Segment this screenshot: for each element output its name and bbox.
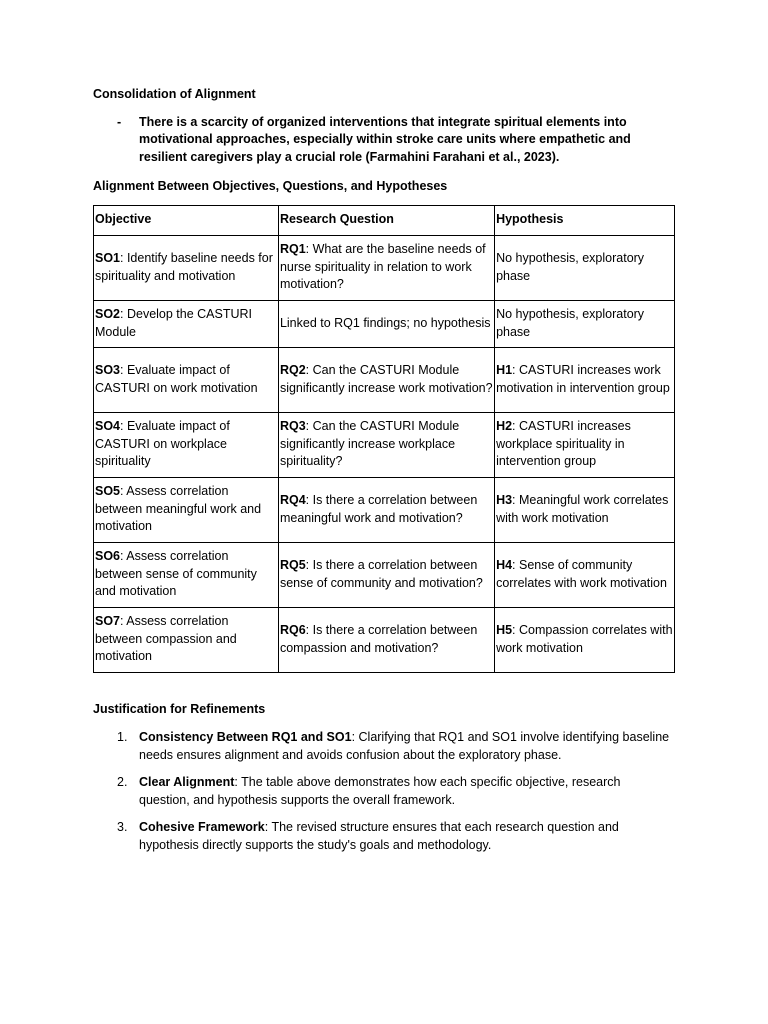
objective-text: : Evaluate impact of CASTURI on workplace spirituality bbox=[95, 419, 230, 469]
list-number: 1. bbox=[117, 730, 128, 744]
question-text: : Is there a correlation between compassion and motivation? bbox=[279, 623, 478, 655]
justification-heading: Justification for Refinements bbox=[93, 701, 266, 716]
hypothesis-text: No hypothesis, exploratory phase bbox=[496, 307, 645, 339]
hypothesis-text: : Compassion correlates with work motivation bbox=[496, 623, 673, 655]
question-text: : Can the CASTURI Module significantly increase work motivation? bbox=[279, 363, 493, 395]
header-research-question: Research Question bbox=[278, 205, 494, 235]
list-item bbox=[93, 819, 678, 854]
question-text: Linked to RQ1 findings; no hypothesis bbox=[279, 315, 491, 330]
table-header-row bbox=[94, 205, 675, 235]
objective-code: SO4 bbox=[95, 419, 121, 434]
objective-cell bbox=[94, 542, 279, 607]
objective-code: SO2 bbox=[95, 307, 121, 321]
hypothesis-cell bbox=[495, 542, 675, 607]
objective-code: SO5 bbox=[95, 484, 121, 499]
list-item bbox=[93, 729, 678, 764]
table-row bbox=[94, 300, 675, 347]
question-text: : Can the CASTURI Module significantly increase workplace spirituality? bbox=[279, 419, 460, 469]
objective-text: : Identify baseline needs for spirituality and motivation bbox=[95, 251, 273, 283]
hypothesis-cell bbox=[495, 477, 675, 542]
item-bold-label: Cohesive Framework bbox=[139, 820, 265, 834]
objective-cell bbox=[94, 235, 279, 300]
hypothesis-text: : CASTURI increases work motivation in intervention group bbox=[496, 363, 670, 395]
hypothesis-code: H1 bbox=[496, 363, 513, 377]
question-cell bbox=[278, 235, 494, 300]
objective-cell bbox=[94, 347, 279, 412]
item-text: : The revised structure ensures that each research question and hypothesis directly supports the study's goals and methodology. bbox=[139, 820, 619, 852]
list-item bbox=[93, 774, 678, 809]
objective-cell bbox=[94, 300, 279, 347]
alignment-table bbox=[93, 205, 675, 673]
header-hypothesis: Hypothesis bbox=[495, 205, 675, 235]
justification-list bbox=[93, 729, 678, 854]
question-cell bbox=[278, 412, 494, 477]
question-cell bbox=[278, 347, 494, 412]
hypothesis-text: : CASTURI increases workplace spirituality in intervention group bbox=[496, 419, 631, 469]
hypothesis-code: H4 bbox=[496, 558, 513, 572]
objective-text: : Assess correlation between meaningful work and motivation bbox=[95, 484, 262, 534]
hypothesis-cell bbox=[495, 235, 675, 300]
objective-cell bbox=[94, 412, 279, 477]
document-page bbox=[93, 86, 678, 864]
question-cell bbox=[278, 300, 494, 347]
item-bold-label: Consistency Between RQ1 and SO1 bbox=[139, 730, 352, 744]
objective-text: : Assess correlation between compassion and motivation bbox=[95, 614, 237, 664]
objective-cell bbox=[94, 607, 279, 672]
item-text: : Clarifying that RQ1 and SO1 involve identifying baseline needs ensures alignment and avoids confusion about the exploratory phase. bbox=[139, 730, 670, 762]
question-code: RQ6 bbox=[279, 623, 306, 637]
objective-code: SO6 bbox=[95, 549, 121, 564]
question-code: RQ4 bbox=[279, 493, 306, 507]
bullet-text: There is a scarcity of organized interventions that integrate spiritual elements into motivational approaches, especially within stroke care units where empathetic and resilient caregivers play a crucial role (Farmahini Farahani et al., 2023). bbox=[139, 114, 631, 164]
question-code: RQ3 bbox=[279, 419, 306, 434]
table-row bbox=[94, 347, 675, 412]
item-bold-label: Clear Alignment bbox=[139, 775, 235, 789]
objective-text: : Assess correlation between sense of community and motivation bbox=[95, 549, 257, 599]
table-row bbox=[94, 412, 675, 477]
question-cell bbox=[278, 542, 494, 607]
hypothesis-cell bbox=[495, 347, 675, 412]
table-row bbox=[94, 235, 675, 300]
objective-code: SO1 bbox=[95, 251, 121, 265]
question-code: RQ5 bbox=[279, 558, 306, 572]
question-text: : What are the baseline needs of nurse spirituality in relation to work motivation? bbox=[279, 242, 486, 292]
hypothesis-code: H2 bbox=[496, 419, 513, 434]
list-number: 3. bbox=[117, 820, 128, 834]
hypothesis-cell bbox=[495, 412, 675, 477]
question-cell bbox=[278, 477, 494, 542]
header-objective: Objective bbox=[94, 205, 279, 235]
hypothesis-code: H5 bbox=[496, 623, 513, 637]
list-number: 2. bbox=[117, 775, 128, 789]
hypothesis-code: H3 bbox=[496, 493, 513, 507]
hypothesis-cell bbox=[495, 300, 675, 347]
objective-cell bbox=[94, 477, 279, 542]
hypothesis-text: : Sense of community correlates with work motivation bbox=[496, 558, 667, 590]
table-row bbox=[94, 477, 675, 542]
question-text: : Is there a correlation between meaningful work and motivation? bbox=[279, 493, 478, 525]
alignment-heading: Alignment Between Objectives, Questions, and Hypotheses bbox=[93, 179, 448, 193]
consolidation-heading: Consolidation of Alignment bbox=[93, 87, 256, 101]
objective-code: SO7 bbox=[95, 614, 121, 629]
question-cell bbox=[278, 607, 494, 672]
table-row bbox=[94, 542, 675, 607]
item-text: : The table above demonstrates how each specific objective, research question, and hypothesis supports the overall framework. bbox=[139, 775, 621, 807]
hypothesis-cell bbox=[495, 607, 675, 672]
objective-text: : Evaluate impact of CASTURI on work motivation bbox=[95, 363, 258, 395]
question-code: RQ2 bbox=[279, 363, 306, 377]
consolidation-bullet bbox=[117, 114, 678, 167]
objective-text: : Develop the CASTURI Module bbox=[95, 307, 253, 339]
question-text: : Is there a correlation between sense of community and motivation? bbox=[279, 558, 483, 590]
hypothesis-text: : Meaningful work correlates with work motivation bbox=[496, 493, 669, 525]
hypothesis-text: No hypothesis, exploratory phase bbox=[496, 251, 645, 283]
bullet-marker: - bbox=[117, 114, 122, 129]
table-row bbox=[94, 607, 675, 672]
objective-code: SO3 bbox=[95, 363, 121, 377]
question-code: RQ1 bbox=[279, 242, 306, 257]
